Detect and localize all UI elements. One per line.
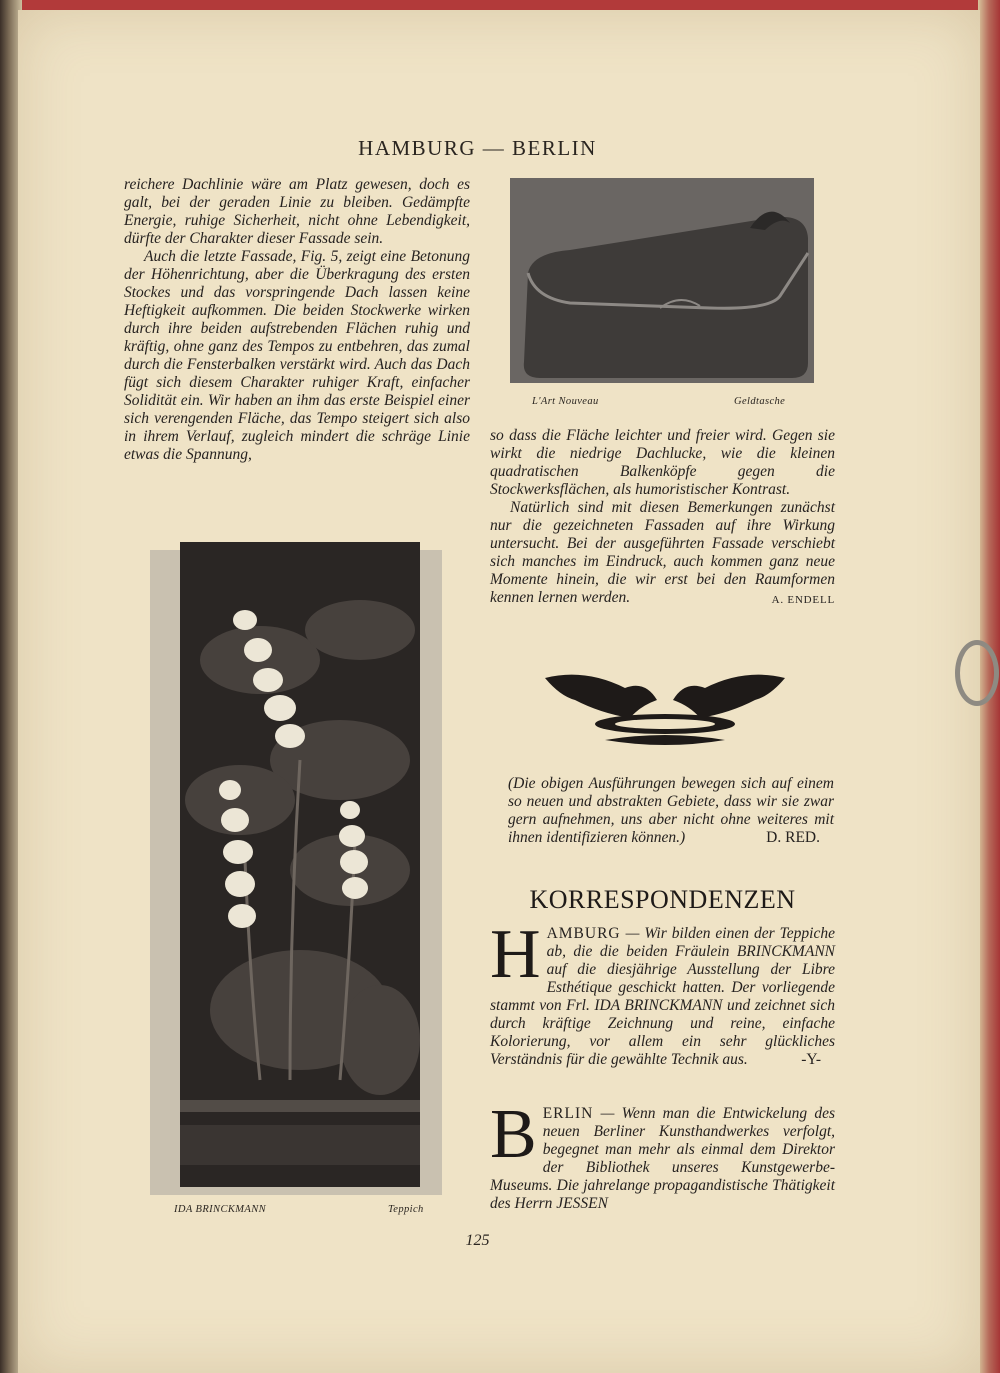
right-paragraph-2 xyxy=(490,499,835,607)
right-paragraph-1: so dass die Fläche leichter und freier wird. Gegen sie wirkt die niedrige Dachlucke, wie die kleinen quadratischen Balkenköpfe gegen die Stockwerksflächen, als humoristischer Kontrast. xyxy=(490,427,835,498)
tapestry-caption-right: Teppich xyxy=(388,1204,424,1215)
left-paragraph-2: Auch die letzte Fassade, Fig. 5, zeigt eine Betonung der Höhenrichtung, aber die Überkragung des ersten Stockes und das vorspringende Dach lassen keine Heftigkeit aufkommen. Die beiden Stockwerke wirken durch ihre beiden aufstrebenden Flächen ruhig und kräftig, ohne ganz des Tempos zu entbehren, das zumal durch die Fensterbalken verstärkt wird. Auch das Dach fügt sich diesem Charakter ruhiger Kraft, einfacher Solidität ein. Wir haben an ihm das erste Beispiel einer sich verengenden Fläche, das Tempo steigert sich also in ihrem Verlauf, zugleich mindert die schräge Linie etwas die Spannung, xyxy=(124,248,470,463)
editor-note xyxy=(508,775,834,847)
editor-note-signature: D. RED. xyxy=(766,829,820,846)
berlin-dropcap: B xyxy=(490,1096,537,1173)
running-header: HAMBURG — BERLIN xyxy=(358,136,597,160)
purse-caption-left: L'Art Nouveau xyxy=(532,396,599,407)
binder-ring xyxy=(955,640,999,706)
birds-drawing xyxy=(545,668,785,750)
left-column-text xyxy=(124,176,470,464)
purse-drawing xyxy=(510,178,814,383)
tapestry-caption-left: IDA BRINCKMANN xyxy=(174,1204,267,1215)
right-paragraph-2-text: Natürlich sind mit diesen Bemerkungen zunächst nur die gezeichneten Fassaden auf ihre Wirkung untersucht. Bei der ausgeführten Fassade verschiebt sich manches im Eindruck, auch kommen ganz neue Momente hinein, die wir erst bei den Raumformen kennen lernen werden. xyxy=(490,499,835,606)
hamburg-dropcap: H xyxy=(490,916,541,993)
author-signature: A. ENDELL xyxy=(771,594,835,606)
page-number: 125 xyxy=(465,1232,490,1249)
berlin-correspondence xyxy=(490,1096,835,1213)
right-column-text xyxy=(490,427,835,609)
purse-caption-right: Geldtasche xyxy=(734,396,786,407)
berlin-lead: ERLIN xyxy=(542,1105,594,1122)
section-title: KORRESPONDENZEN xyxy=(529,885,796,914)
birds-vignette xyxy=(545,668,785,750)
tapestry-drawing xyxy=(150,540,442,1198)
hamburg-signature: -Y- xyxy=(801,1051,821,1068)
hamburg-lead: AMBURG xyxy=(546,925,621,942)
hamburg-text: — Wir bilden einen der Teppiche ab, die die beiden Fräulein BRINCKMANN auf die diesjährige Ausstellung der Libre Esthétique geschickt hatten. Der vorliegende stammt von Frl. IDA BRINCKMANN und zeichnet sich durch kräftige Zeichnung und reine, einfache Kolorierung, vor allem ein sehr glückliches Verständnis für die gewählte Technik aus. xyxy=(490,925,835,1068)
hamburg-correspondence xyxy=(490,916,835,1069)
tapestry-illustration xyxy=(150,540,442,1198)
berlin-text: — Wenn man die Entwickelung des neuen Berliner Kunsthandwerkes verfolgt, begegnet man mehr als einmal dem Direktor der Bibliothek unseres Kunstgewerbe-Museums. Die jahrelange propagandistische Thätigkeit des Herrn JESSEN xyxy=(490,1105,835,1212)
left-paragraph-1: reichere Dachlinie wäre am Platz gewesen, doch es galt, bei der geraden Linie zu bleiben. Gedämpfte Energie, ruhige Sicherheit, nicht ohne Lebendigkeit, dürfte der Charakter dieser Fassade sein. xyxy=(124,176,470,247)
purse-illustration xyxy=(510,178,814,383)
editor-note-text: (Die obigen Ausführungen bewegen sich auf einem so neuen und abstrakten Gebiete, dass wir sie zwar gern aufnehmen, uns aber nicht ohne weiteres mit ihnen identifizieren können.) xyxy=(508,775,834,846)
